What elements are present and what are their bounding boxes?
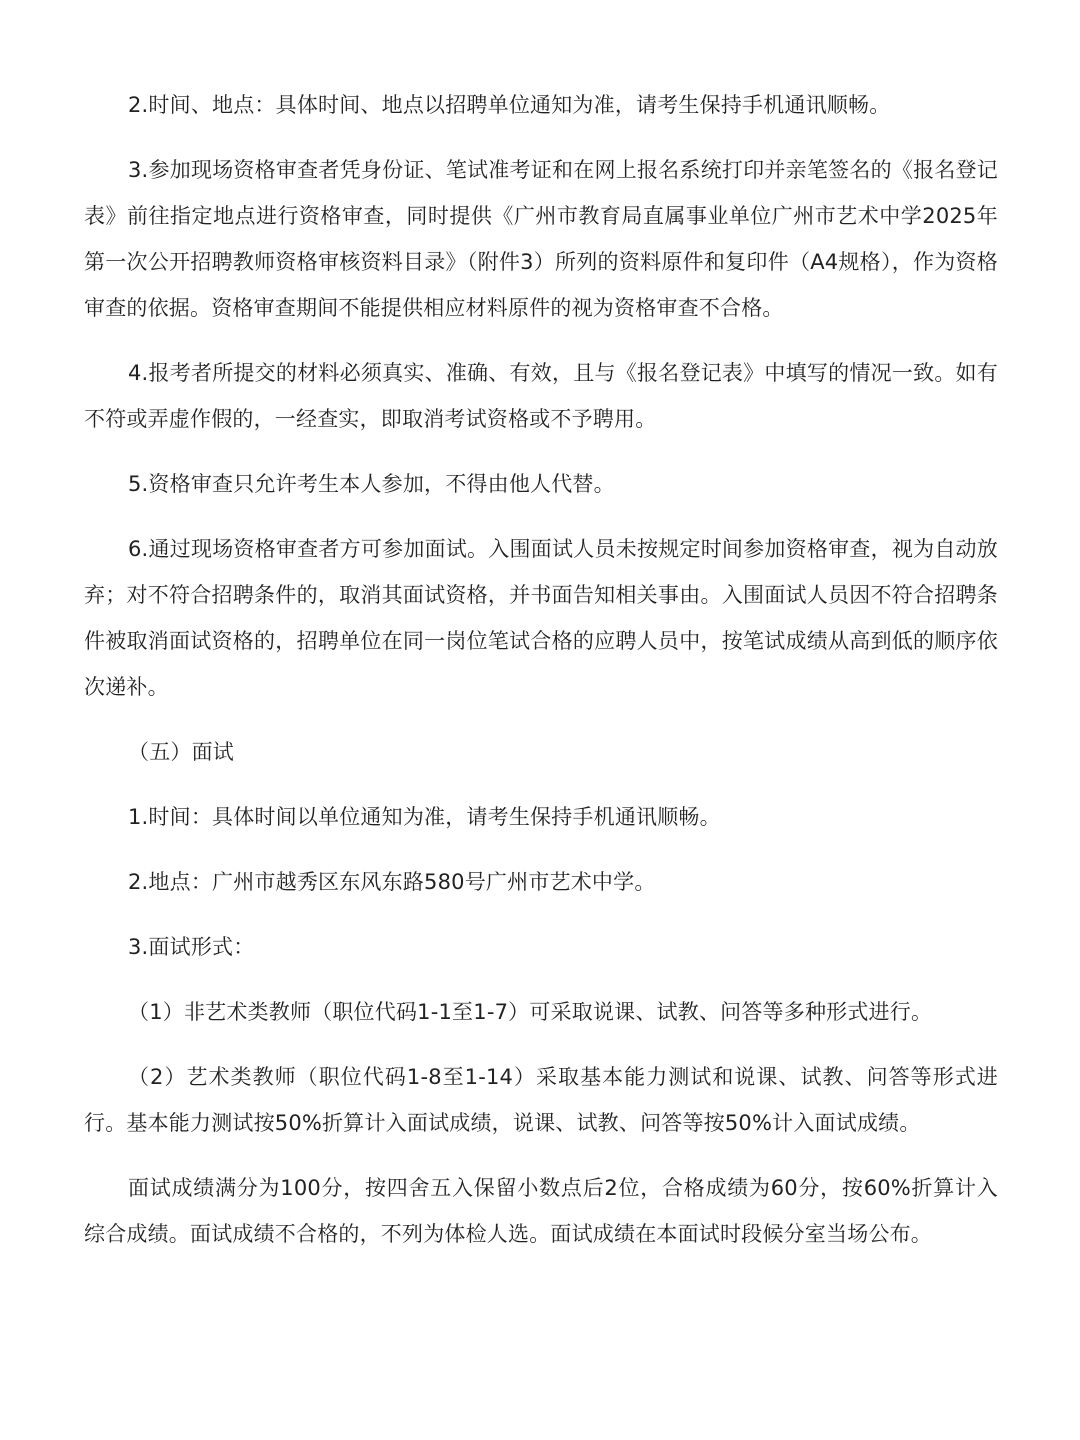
paragraph-non-art-teachers: （1）非艺术类教师（职位代码1-1至1-7）可采取说课、试教、问答等多种形式进行。: [128, 1000, 933, 1024]
paragraph-art-teachers: （2）艺术类教师（职位代码1-8至1-14）采取基本能力测试和说课、试教、问答等形式进行。基本能力测试按50%折算计入面试成绩，说课、试教、问答等按50%计入面试成绩。: [84, 1065, 998, 1135]
section-heading-interview: （五）面试: [128, 740, 234, 764]
paragraph-interview-scoring: 面试成绩满分为100分，按四舍五入保留小数点后2位，合格成绩为60分，按60%折算计入综合成绩。面试成绩不合格的，不列为体检人选。面试成绩在本面试时段候分室当场公布。: [84, 1176, 998, 1246]
paragraph-in-person-only: 5.资格审查只允许考生本人参加，不得由他人代替。: [128, 472, 615, 496]
document-body: [84, 82, 998, 1276]
paragraph-time-location: 2.时间、地点：具体时间、地点以招聘单位通知为准，请考生保持手机通讯顺畅。: [128, 93, 891, 117]
paragraph-interview-format: 3.面试形式：: [128, 935, 255, 959]
paragraph-interview-eligibility: 6.通过现场资格审查者方可参加面试。入围面试人员未按规定时间参加资格审查，视为自动放弃；对不符合招聘条件的，取消其面试资格，并书面告知相关事由。入围面试人员因不符合招聘条件被取消面试资格的，招聘单位在同一岗位笔试合格的应聘人员中，按笔试成绩从高到低的顺序依次递补。: [84, 537, 998, 699]
paragraph-interview-location: 2.地点：广州市越秀区东风东路580号广州市艺术中学。: [128, 870, 656, 894]
paragraph-interview-time: 1.时间：具体时间以单位通知为准，请考生保持手机通讯顺畅。: [128, 805, 721, 829]
paragraph-qualification-review: 3.参加现场资格审查者凭身份证、笔试准考证和在网上报名系统打印并亲笔签名的《报名登记表》前往指定地点进行资格审查，同时提供《广州市教育局直属事业单位广州市艺术中学2025年第一次公开招聘教师资格审核资料目录》（附件3）所列的资料原件和复印件（A4规格），作为资格审查的依据。资格审查期间不能提供相应材料原件的视为资格审查不合格。: [84, 158, 998, 320]
paragraph-materials-authenticity: 4.报考者所提交的材料必须真实、准确、有效，且与《报名登记表》中填写的情况一致。如有不符或弄虚作假的，一经查实，即取消考试资格或不予聘用。: [84, 361, 998, 431]
